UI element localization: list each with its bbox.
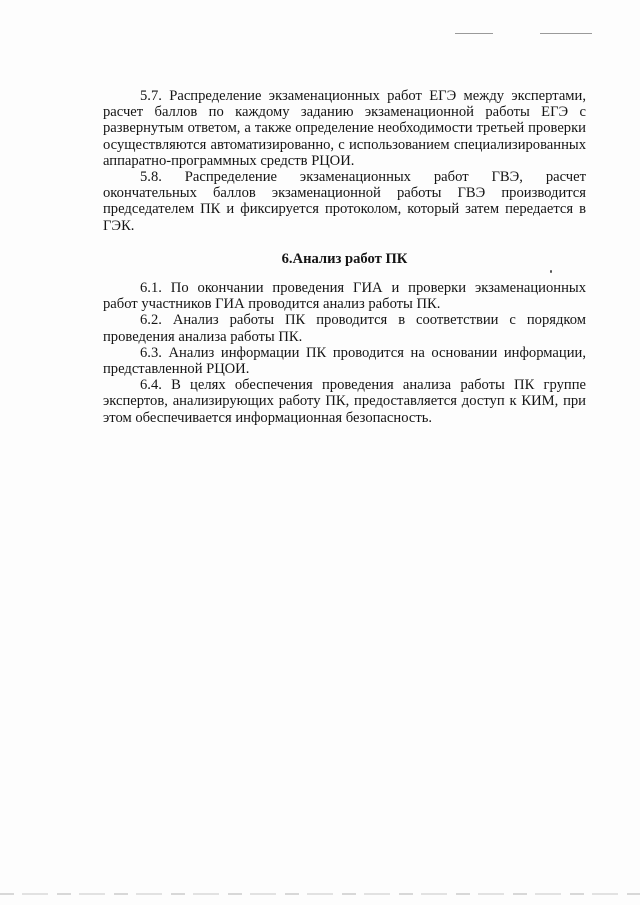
scan-bottom-edge	[0, 893, 640, 895]
scan-speck	[550, 270, 552, 273]
document-body	[103, 88, 586, 426]
scan-artifact-top-right	[540, 33, 592, 34]
paragraph-6-3: 6.3. Анализ информации ПК проводится на основании информации, представленной РЦОИ.	[103, 344, 586, 378]
section-heading: 6.Анализ работ ПК	[281, 250, 408, 267]
paragraph-6-1: 6.1. По окончании проведения ГИА и проверки экзаменационных работ участников ГИА проводится анализ работы ПК.	[103, 280, 586, 313]
scan-artifact-top	[455, 33, 493, 34]
paragraph-5-8: 5.8. Распределение экзаменационных работ ГВЭ, расчет окончательных баллов экзаменационной работы ГВЭ производится председателем ПК и фиксируется протоколом, который затем передается в ГЭК.	[103, 169, 586, 234]
paragraph-5-7: 5.7. Распределение экзаменационных работ ЕГЭ между экспертами, расчет баллов по каждому заданию экзаменационной работы ЕГЭ с развернутым ответом, а также определение необходимости третьей проверки осуществляются автоматизированно, с использованием специализированных аппаратно-программных средств РЦОИ.	[103, 88, 586, 169]
paragraph-6-4: 6.4. В целях обеспечения проведения анализа работы ПК группе экспертов, анализирующих работу ПК, предоставляется доступ к КИМ, при этом обеспечивается информационная безопасность.	[103, 377, 586, 426]
paragraph-6-2: 6.2. Анализ работы ПК проводится в соответствии с порядком проведения анализа работы ПК.	[103, 312, 586, 345]
